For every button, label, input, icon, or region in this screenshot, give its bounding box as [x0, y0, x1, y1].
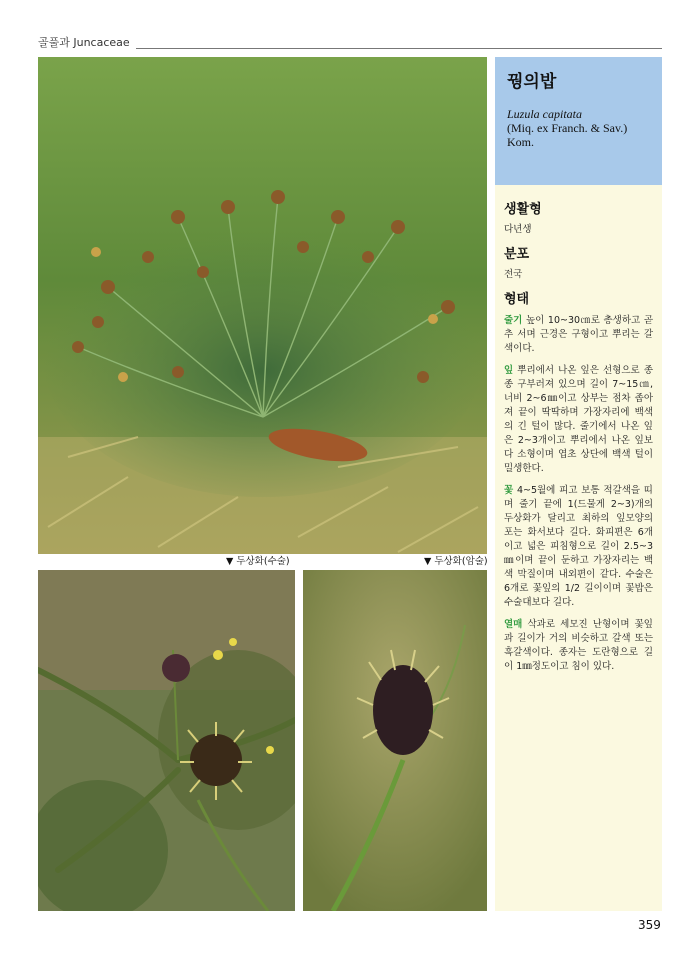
male-flower-photo	[38, 570, 295, 911]
running-header	[38, 36, 662, 52]
lifeform-heading: 생활형	[504, 202, 542, 217]
morphology-heading: 형태	[504, 292, 530, 307]
fruit-description	[504, 618, 653, 674]
scientific-name: Luzula capitata	[507, 107, 583, 121]
page-number: 359	[638, 918, 661, 932]
main-plant-photo	[38, 57, 487, 554]
flower-text: 4~5월에 피고 보통 적갈색을 띠며 줄기 끝에 1(드물게 2~3)개의 두상화가 달리고 최하의 잎모양의 포는 화서보다 길다. 화피편은 6개이고 넓은 피침형으로 길이 2.5~3㎜이며 끝이 둔하고 가장자리는 백색 막질이며 내외편이 같다. 수술은 6개로 꽃잎의 1/2 길이이며 꽃밥은 수술대보다 길다.	[504, 485, 653, 608]
scientific-name-block	[507, 107, 650, 149]
flower-label: 꽃	[504, 485, 514, 496]
species-info-panel	[495, 185, 662, 911]
distribution-heading: 분포	[504, 247, 530, 262]
stem-text: 높이 10~30㎝로 총생하고 곧추 서며 근경은 구형이고 뿌리는 갈색이다.	[504, 315, 653, 354]
authority-line-2: Kom.	[507, 135, 534, 149]
stem-description	[504, 314, 653, 356]
stem-label: 줄기	[504, 315, 523, 326]
female-flower-photo	[303, 570, 487, 911]
lifeform-value: 다년생	[504, 224, 532, 235]
caption-male-flower: ▼ 두상화(수술)	[226, 556, 290, 567]
header-family-name: 골풀과 Juncaceae	[38, 36, 136, 50]
species-title-box	[495, 57, 662, 185]
leaf-label: 잎	[504, 365, 514, 376]
flower-description	[504, 484, 653, 610]
distribution-value: 전국	[504, 269, 523, 280]
leaf-text: 뿌리에서 나온 잎은 선형으로 종종 구부러져 있으며 길이 7~15㎝, 너비 2~6㎜이고 상부는 점차 좁아져 끝이 딱딱하며 가장자리에 백색의 긴 털이 많다. 줄기에서 나온 잎은 2~3개이고 뿌리에서 나온 잎보다 소형이며 엽초 상단에 백색 털이 밀생한다.	[504, 365, 653, 474]
fruit-text: 삭과로 세모진 난형이며 꽃잎과 길이가 거의 비슷하고 갈색 또는 흑갈색이다. 종자는 도란형으로 길이 1㎜정도이고 침이 있다.	[504, 619, 653, 672]
authority-line-1: (Miq. ex Franch. & Sav.)	[507, 121, 628, 135]
korean-species-name: 꿩의밥	[507, 72, 557, 92]
fruit-label: 열매	[504, 619, 523, 630]
leaf-description	[504, 364, 653, 476]
caption-female-flower: ▼ 두상화(암술)	[424, 556, 488, 567]
